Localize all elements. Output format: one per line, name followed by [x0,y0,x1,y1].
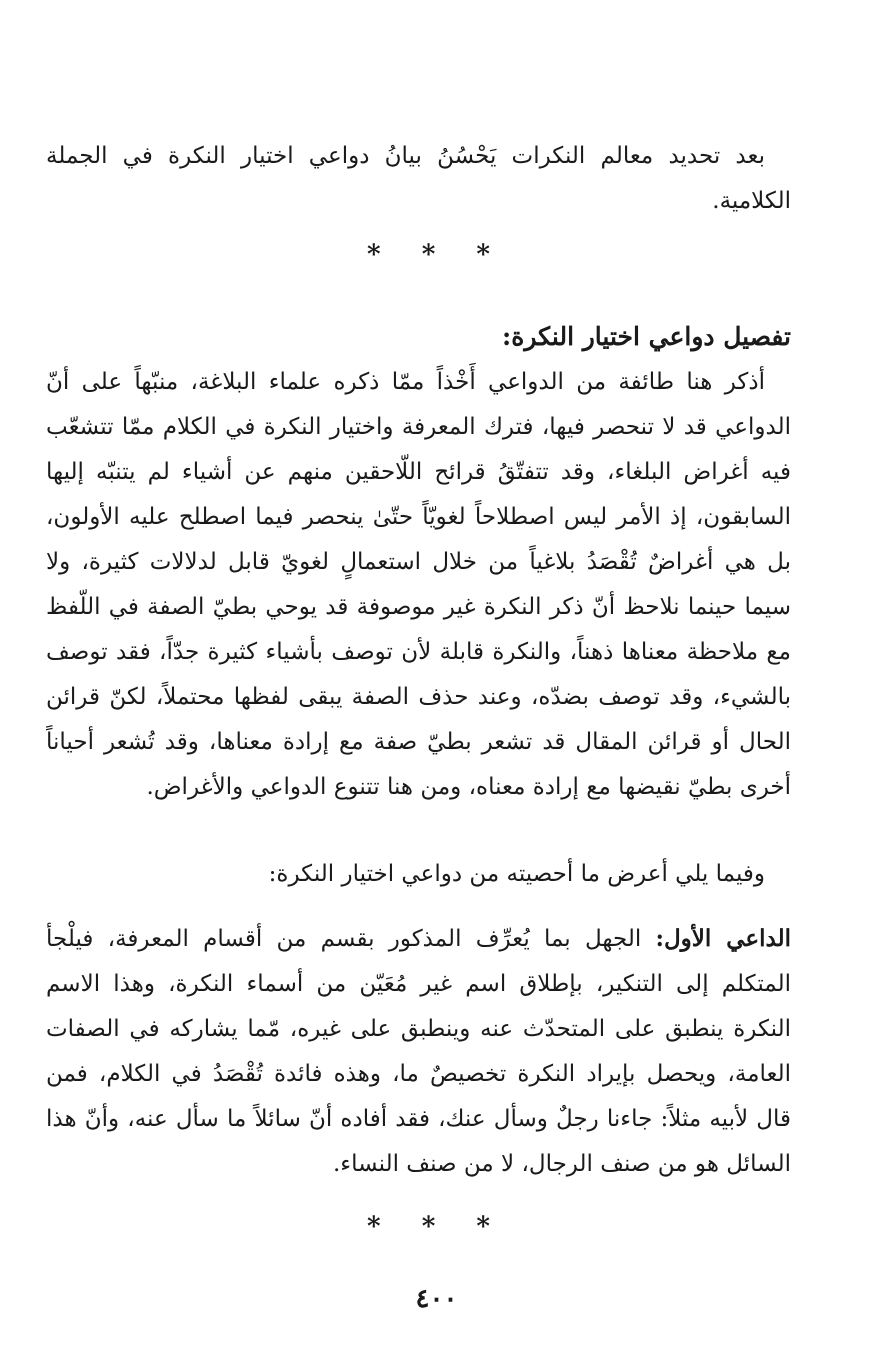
first-reason-label: الداعي الأول: [655,925,792,952]
paragraph-first-reason [46,916,791,1187]
first-reason-text: الجهل بما يُعرِّف المذكور بقسم من أقسام المعرفة، فيلْجأ المتكلم إلى التنكير، بإطلاق اسم غير مُعَيّن من أسماء النكرة، وهذا الاسم النكرة ينطبق على المتحدّث عنه وينطبق على غيره، مّما يشاركه في الصفات العامة، ويحصل بإيراد النكرة تخصيصٌ ما، وهذه فائدة تُقْصَدُ في الكلام، فمن قال لأبيه مثلاً: جاءنا رجلٌ وسأل عنك، فقد أفاده أنّ سائلاً ما سأل عنه، وأنّ هذا السائل هو من صنف الرجال، لا من صنف النساء. [46,926,791,1177]
separator-stars-top: * * * [367,240,506,270]
separator-stars-bottom: * * * [367,1212,506,1242]
section-heading: تفصيل دواعي اختيار النكرة: [502,322,791,351]
page-number: ٤٠٠ [415,1284,458,1314]
intro-paragraph: بعد تحديد معالم النكرات يَحْسُنُ بيانُ دواعي اختيار النكرة في الجملة الكلامية. [46,143,791,214]
paragraph-dawai-overview: أذكر هنا طائفة من الدواعي أَخْذاً ممّا ذكره علماء البلاغة، منبّهاً على أنّ الدواعي قد لا تنحصر فيها، فترك المعرفة واختيار النكرة في الكلام ممّا تتشعّب فيه أغراض البلغاء، وقد تتفتّقُ قرائح اللّاحقين منهم عن أشياء لم يتنبّه إليها السابقون، إذ الأمر ليس اصطلاحاً لغويّاً حتّىٰ ينحصر فيما اصطلح عليه الأولون، بل هي أغراضٌ تُقْصَدُ بلاغياً من خلال استعمالٍ لغويّ قابل لدلالات كثيرة، ولا سيما حينما نلاحظ أنّ ذكر النكرة غير موصوفة قد يوحي بطيّ الصفة في اللّفظ مع ملاحظة معناها ذهناً، والنكرة قابلة لأن توصف بأشياء كثيرة جدّاً، فقد توصف بالشيء، وقد توصف بضدّه، وعند حذف الصفة يبقى لفظها محتملاً، لكنّ قرائن الحال أو قرائن المقال قد تشعر بطيّ صفة مع إرادة معناها، وقد تُشعر أحياناً أخرى بطيّ نقيضها مع إرادة معناه، ومن هنا تتنوع الدواعي والأغراض. [46,369,791,800]
paragraph-list-intro: وفيما يلي أعرض ما أحصيته من دواعي اختيار النكرة: [268,861,765,887]
